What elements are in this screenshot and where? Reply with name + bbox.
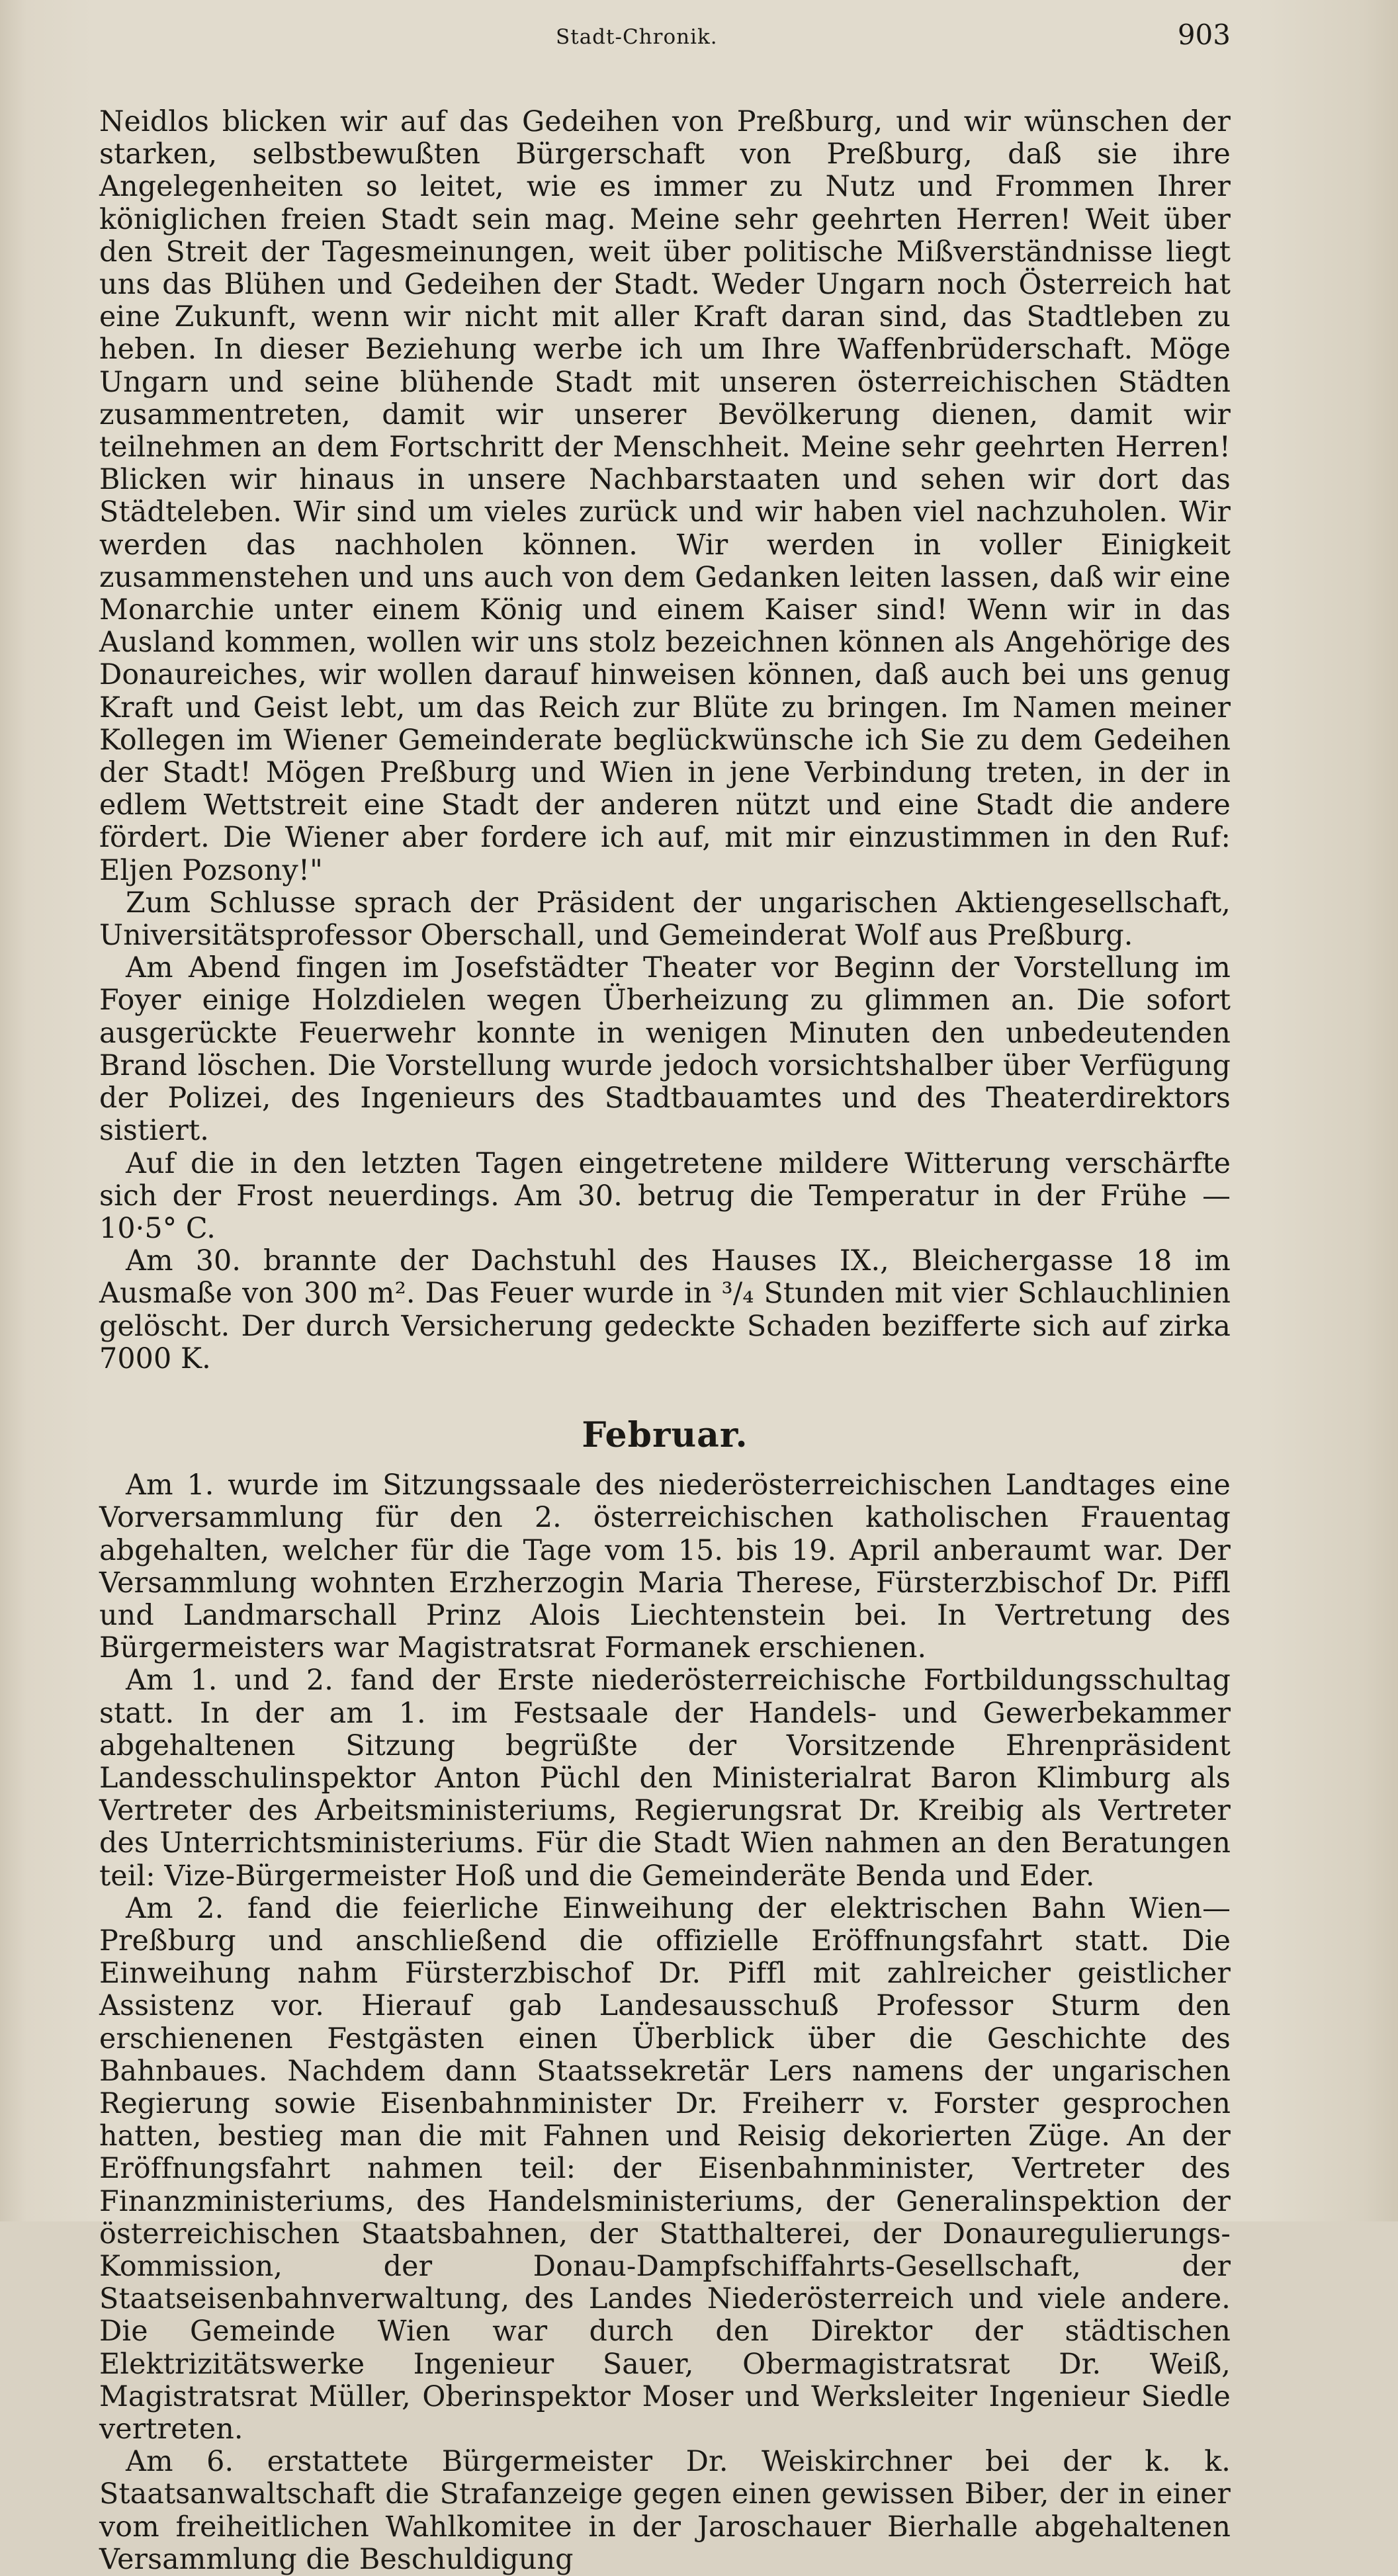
paragraph-roof-fire: Am 30. brannte der Dachstuhl des Hauses IX., Bleichergasse 18 im Ausmaße von 300 m². Das Feuer wurde in ³/₄ Stunden mit vier Schlauchlinien gelöscht. Der durch Versicherung gedeckte Schaden bezifferte sich auf zirka 7000 K.: [99, 1244, 1231, 1375]
paragraph-theater-fire: Am Abend fingen im Josefstädter Theater vor Beginn der Vorstellung im Foyer einige Holzdielen wegen Überheizung zu glimmen an. Die sofort ausgerückte Feuerwehr konnte in wenigen Minuten den unbedeutenden Brand löschen. Die Vorstellung wurde jedoch vorsichtshalber über Verfügung der Polizei, des Ingenieurs des Stadtbauamtes und des Theaterdirektors sistiert.: [99, 951, 1231, 1148]
page-header: [106, 19, 1231, 58]
paragraph-frauentag: Am 1. wurde im Sitzungssaale des niederösterreichischen Landtages eine Vorversammlung für den 2. österreichischen katholischen Frauentag abgehalten, welcher für die Tage vom 15. bis 19. April anberaumt war. Der Versammlung wohnten Erzherzogin Maria Therese, Fürsterzbischof Dr. Piffl und Landmarschall Prinz Alois Liechtenstein bei. In Vertretung des Bürgermeisters war Magistratsrat Formanek erschienen.: [99, 1469, 1231, 1665]
main-text: [99, 106, 1231, 2576]
running-title: Stadt-Chronik.: [556, 25, 718, 49]
paragraph-fortbildungsschultag: Am 1. und 2. fand der Erste niederösterreichische Fortbildungsschultag statt. In der am 1. im Festsaale der Handels- und Gewerbekammer abgehaltenen Sitzung begrüßte der Vorsitzende Ehrenpräsident Landesschulinspektor Anton Püchl den Ministerialrat Baron Klimburg als Vertreter des Arbeitsministeriums, Regierungsrat Dr. Kreibig als Vertreter des Unterrichtsministeriums. Für die Stadt Wien nahmen an den Beratungen teil: Vize-Bürgermeister Hoß und die Gemeinderäte Benda und Eder.: [99, 1664, 1231, 1893]
paragraph-bahn-wien-pressburg: Am 2. fand die feierliche Einweihung der elektrischen Bahn Wien—Preßburg und anschließend die offizielle Eröffnungsfahrt statt. Die Einweihung nahm Fürsterzbischof Dr. Piffl mit zahlreicher geistlicher Assistenz vor. Hierauf gab Landesausschuß Professor Sturm den erschienenen Festgästen einen Überblick über die Geschichte des Bahnbaues. Nachdem dann Staatssekretär Lers namens der ungarischen Regierung sowie Eisenbahnminister Dr. Freiherr v. Forster gesprochen hatten, bestieg man die mit Fahnen und Reisig dekorierten Züge. An der Eröffnungsfahrt nahmen teil: der Eisenbahnminister, Vertreter des Finanzministeriums, des Handelsministeriums, der Generalinspektion der österreichischen Staatsbahnen, der Statthalterei, der Donauregulierungs-Kommission, der Donau-Dampfschiffahrts-Gesellschaft, der Staatseisenbahnverwaltung, des Landes Niederösterreich und viele andere. Die Gemeinde Wien war durch den Direktor der städtischen Elektrizitätswerke Ingenieur Sauer, Obermagistratsrat Dr. Weiß, Magistratsrat Müller, Oberinspektor Moser und Werksleiter Ingenieur Siedle vertreten.: [99, 1891, 1231, 2446]
paragraph-frost: Auf die in den letzten Tagen eingetretene mildere Witterung verschärfte sich der Frost neuerdings. Am 30. betrug die Temperatur in der Frühe — 10·5° C.: [99, 1146, 1231, 1245]
paragraph-speech-end: Neidlos blicken wir auf das Gedeihen von Preßburg, und wir wünschen der starken, selbstbewußten Bürgerschaft von Preßburg, daß sie ihre Angelegenheiten so leitet, wie es immer zu Nutz und Frommen Ihrer königlichen freien Stadt sein mag. Meine sehr geehrten Herren! Weit über den Streit der Tagesmeinungen, weit über politische Mißverständnisse liegt uns das Blühen und Gedeihen der Stadt. Weder Ungarn noch Österreich hat eine Zukunft, wenn wir nicht mit aller Kraft daran sind, das Stadtleben zu heben. In dieser Beziehung werbe ich um Ihre Waffenbrüderschaft. Möge Ungarn und seine blühende Stadt mit unseren österreichischen Städten zusammentreten, damit wir unserer Bevölkerung dienen, damit wir teilnehmen an dem Fortschritt der Menschheit. Meine sehr geehrten Herren! Blicken wir hinaus in unsere Nachbarstaaten und sehen wir dort das Städteleben. Wir sind um vieles zurück und wir haben viel nachzuholen. Wir werden das nachholen können. Wir werden in voller Einigkeit zusammenstehen und uns auch von dem Gedanken leiten lassen, daß wir eine Monarchie unter einem König und einem Kaiser sind! Wenn wir in das Ausland kommen, wollen wir uns stolz bezeichnen können als Angehörige des Donaureiches, wir wollen darauf hinweisen können, daß auch bei uns genug Kraft und Geist lebt, um das Reich zur Blüte zu bringen. Im Namen meiner Kollegen im Wiener Gemeinderate beglückwünsche ich Sie zu dem Gedeihen der Stadt! Mögen Preßburg und Wien in jene Verbindung treten, in der in edlem Wettstreit eine Stadt der anderen nützt und eine Stadt die andere fördert. Die Wiener aber fordere ich auf, mit mir einzustimmen in den Ruf: Eljen Pozsony!": [99, 105, 1231, 887]
page-number: 903: [1177, 19, 1231, 51]
paragraph-strafanzeige: Am 6. erstattete Bürgermeister Dr. Weiskirchner bei der k. k. Staatsanwaltschaft die Strafanzeige gegen einen gewissen Biber, der in einer vom freiheitlichen Wahlkomitee in der Jaroschauer Bierhalle abgehaltenen Versammlung die Beschuldigung: [99, 2445, 1231, 2576]
section-heading-februar: Februar.: [582, 1414, 748, 1455]
paragraph-closing-speakers: Zum Schlusse sprach der Präsident der ungarischen Aktiengesellschaft, Universitätsprofessor Oberschall, und Gemeinderat Wolf aus Preßburg.: [99, 886, 1231, 953]
